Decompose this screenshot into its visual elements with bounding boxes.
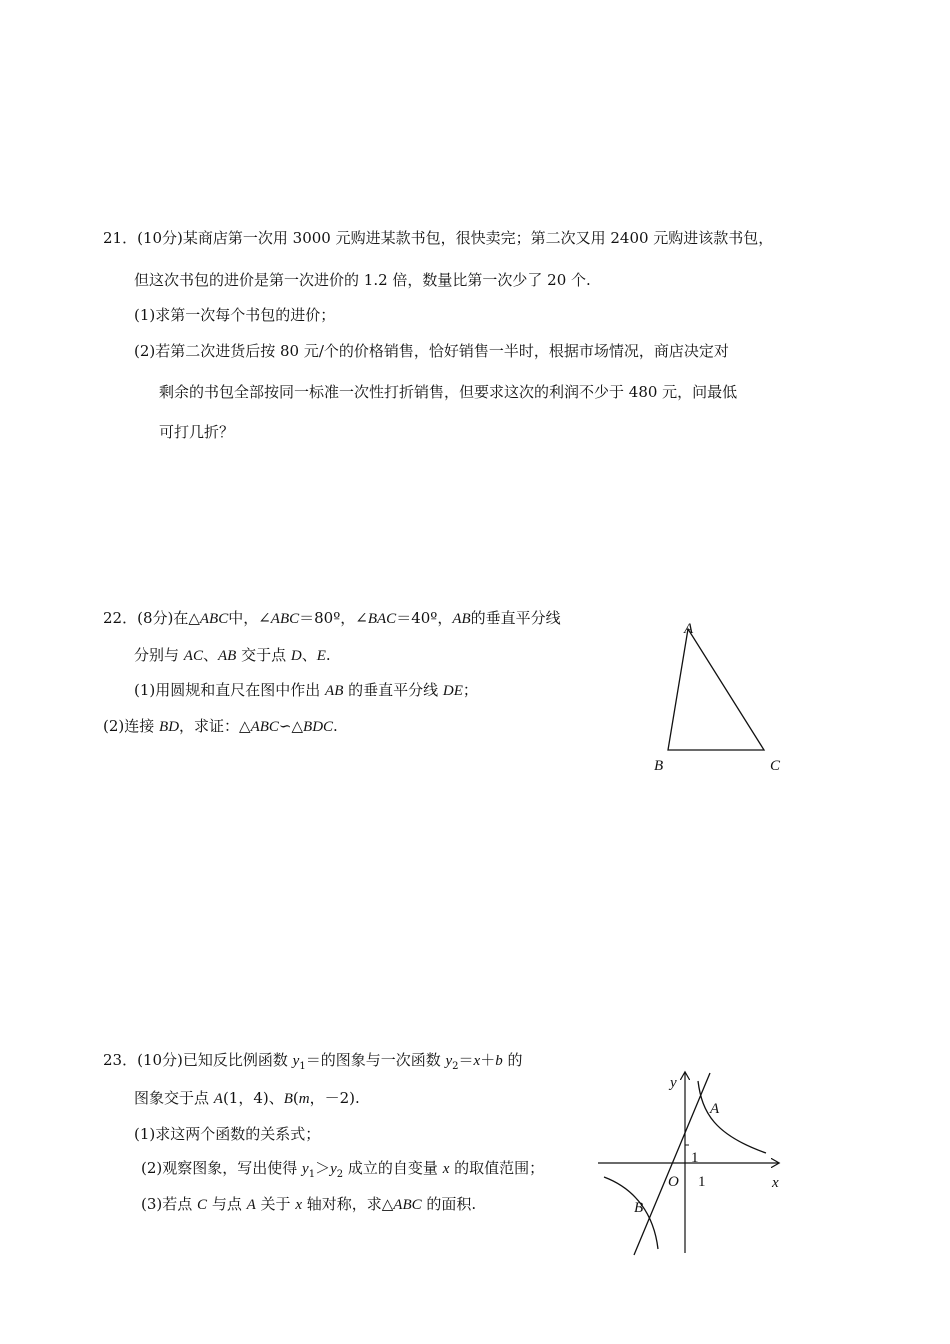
q23-text: 与点 xyxy=(207,1195,247,1213)
q22-math: AB xyxy=(452,611,471,627)
hyperbola-branch-third-quadrant xyxy=(604,1177,658,1249)
q23-text: 23．(10分)已知反比例函数 xyxy=(103,1051,293,1069)
point-label-a: A xyxy=(710,1101,720,1117)
q23-line-1 xyxy=(103,1050,523,1077)
q23-text: 轴对称，求△ xyxy=(301,1195,394,1213)
q22-text: ＝80º，∠ xyxy=(299,609,368,627)
function-graph-figure xyxy=(590,1065,790,1260)
q23-math: B xyxy=(283,1091,293,1107)
q22-text: ＝40º， xyxy=(396,609,453,627)
q22-text: 分别与 xyxy=(134,646,184,664)
q22-text: 的垂直平分线 xyxy=(343,681,443,699)
q23-line-2 xyxy=(134,1088,360,1109)
q22-math: ABC xyxy=(270,611,300,627)
q23-subscript: 2 xyxy=(336,1169,344,1180)
q22-text: ∽△ xyxy=(278,717,304,735)
q22-part-2 xyxy=(103,716,338,737)
q22-math: AB xyxy=(325,683,344,699)
vertex-label-c: C xyxy=(770,758,781,774)
q21-part-1: (1)求第一次每个书包的进价； xyxy=(134,306,336,324)
q22-text: ； xyxy=(462,681,478,699)
q22-text: 交于点 xyxy=(236,646,291,664)
q21-part-2-cont-1: 剩余的书包全部按同一标准一次性打折销售，但要求这次的利润不少于 480 元，问最低 xyxy=(159,383,738,401)
q23-part-2 xyxy=(141,1158,544,1185)
q23-math: x xyxy=(442,1161,450,1177)
q23-math: x xyxy=(295,1197,302,1213)
q23-text: ＝ xyxy=(458,1051,474,1069)
q23-math: b xyxy=(495,1053,503,1069)
q21-line-1: 21．(10分)某商店第一次用 3000 元购进某款书包，很快卖完；第二次又用 2400 元购进该款书包， xyxy=(103,229,774,247)
q22-line-1 xyxy=(103,608,561,629)
q22-math: D xyxy=(290,648,302,664)
q22-math: BDC xyxy=(303,719,334,735)
q23-math: A xyxy=(213,1091,223,1107)
q23-math: C xyxy=(197,1197,208,1213)
q23-text: (2)观察图象，写出使得 xyxy=(141,1159,303,1177)
q21-part-2: (2)若第二次进货后按 80 元/个的价格销售，恰好销售一半时，根据市场情况，商店决定对 xyxy=(134,342,729,360)
triangle-figure xyxy=(640,615,800,785)
q23-math: y xyxy=(292,1053,300,1069)
q22-text: 22．(8分)在△ xyxy=(103,609,200,627)
q22-line-2 xyxy=(134,645,331,666)
q22-text: . xyxy=(333,717,338,735)
q23-math: y xyxy=(302,1161,309,1177)
q22-math: E xyxy=(316,648,326,664)
q22-math: DE xyxy=(442,683,463,699)
q23-text: 的取值范围； xyxy=(449,1159,545,1177)
q22-text: . xyxy=(325,646,331,664)
q23-subscript: 1 xyxy=(308,1169,316,1180)
origin-label: O xyxy=(668,1174,679,1190)
q22-text: (2)连接 xyxy=(103,717,160,735)
q22-math: ABC xyxy=(250,719,279,735)
q23-text: 的 xyxy=(502,1051,523,1069)
q22-text: ，求证：△ xyxy=(179,717,251,735)
q22-math: BD xyxy=(159,719,180,735)
q21-line-2: 但这次书包的进价是第一次进价的 1.2 倍，数量比第一次少了 20 个. xyxy=(134,271,591,289)
q22-text: (1)用圆规和直尺在图中作出 xyxy=(134,681,326,699)
q23-text: ＞ xyxy=(315,1159,331,1177)
q21-part-2-cont-2: 可打几折？ xyxy=(159,423,235,441)
point-label-b: B xyxy=(634,1200,644,1216)
q23-math: ABC xyxy=(393,1197,422,1213)
q23-math: y xyxy=(330,1161,337,1177)
q23-text: (1，4)、 xyxy=(222,1089,284,1107)
q23-part-1: (1)求这两个函数的关系式； xyxy=(134,1125,321,1143)
q22-text: 、 xyxy=(301,646,317,664)
vertex-label-a: A xyxy=(684,621,694,637)
vertex-label-b: B xyxy=(654,758,664,774)
q23-math: x xyxy=(473,1053,481,1069)
q22-math: ABC xyxy=(199,611,229,627)
q22-text: 中，∠ xyxy=(228,609,271,627)
q22-math: BAC xyxy=(367,611,397,627)
y-tick-label: 1 xyxy=(691,1150,699,1166)
q23-text: ＝的图象与一次函数 xyxy=(305,1051,446,1069)
q22-text: 、 xyxy=(202,646,218,664)
q23-text: 关于 xyxy=(255,1195,296,1213)
q22-math: AC xyxy=(183,648,203,664)
x-axis-label: x xyxy=(772,1175,779,1191)
q23-subscript: 1 xyxy=(299,1061,306,1072)
q23-text: 图象交于点 xyxy=(134,1089,214,1107)
q23-text: ＋ xyxy=(480,1051,496,1069)
q23-text: 成立的自变量 xyxy=(343,1159,443,1177)
hyperbola-branch-first-quadrant xyxy=(698,1081,766,1153)
triangle-abc xyxy=(668,629,764,750)
y-axis-label: y xyxy=(670,1075,677,1091)
q23-part-3 xyxy=(141,1194,476,1215)
q23-math: y xyxy=(445,1053,453,1069)
q23-math: m xyxy=(298,1091,310,1107)
linear-function-line xyxy=(634,1073,710,1255)
q22-math: AB xyxy=(217,648,237,664)
x-tick-label: 1 xyxy=(698,1174,706,1190)
q22-text: 的垂直平分线 xyxy=(470,609,561,627)
q23-subscript: 2 xyxy=(452,1061,459,1072)
q23-text: ( xyxy=(292,1089,299,1107)
q23-text: ，－2). xyxy=(309,1089,360,1107)
q23-text: (3)若点 xyxy=(141,1195,198,1213)
q22-part-1 xyxy=(134,680,478,701)
q23-math: A xyxy=(246,1197,256,1213)
q23-text: 的面积. xyxy=(421,1195,477,1213)
